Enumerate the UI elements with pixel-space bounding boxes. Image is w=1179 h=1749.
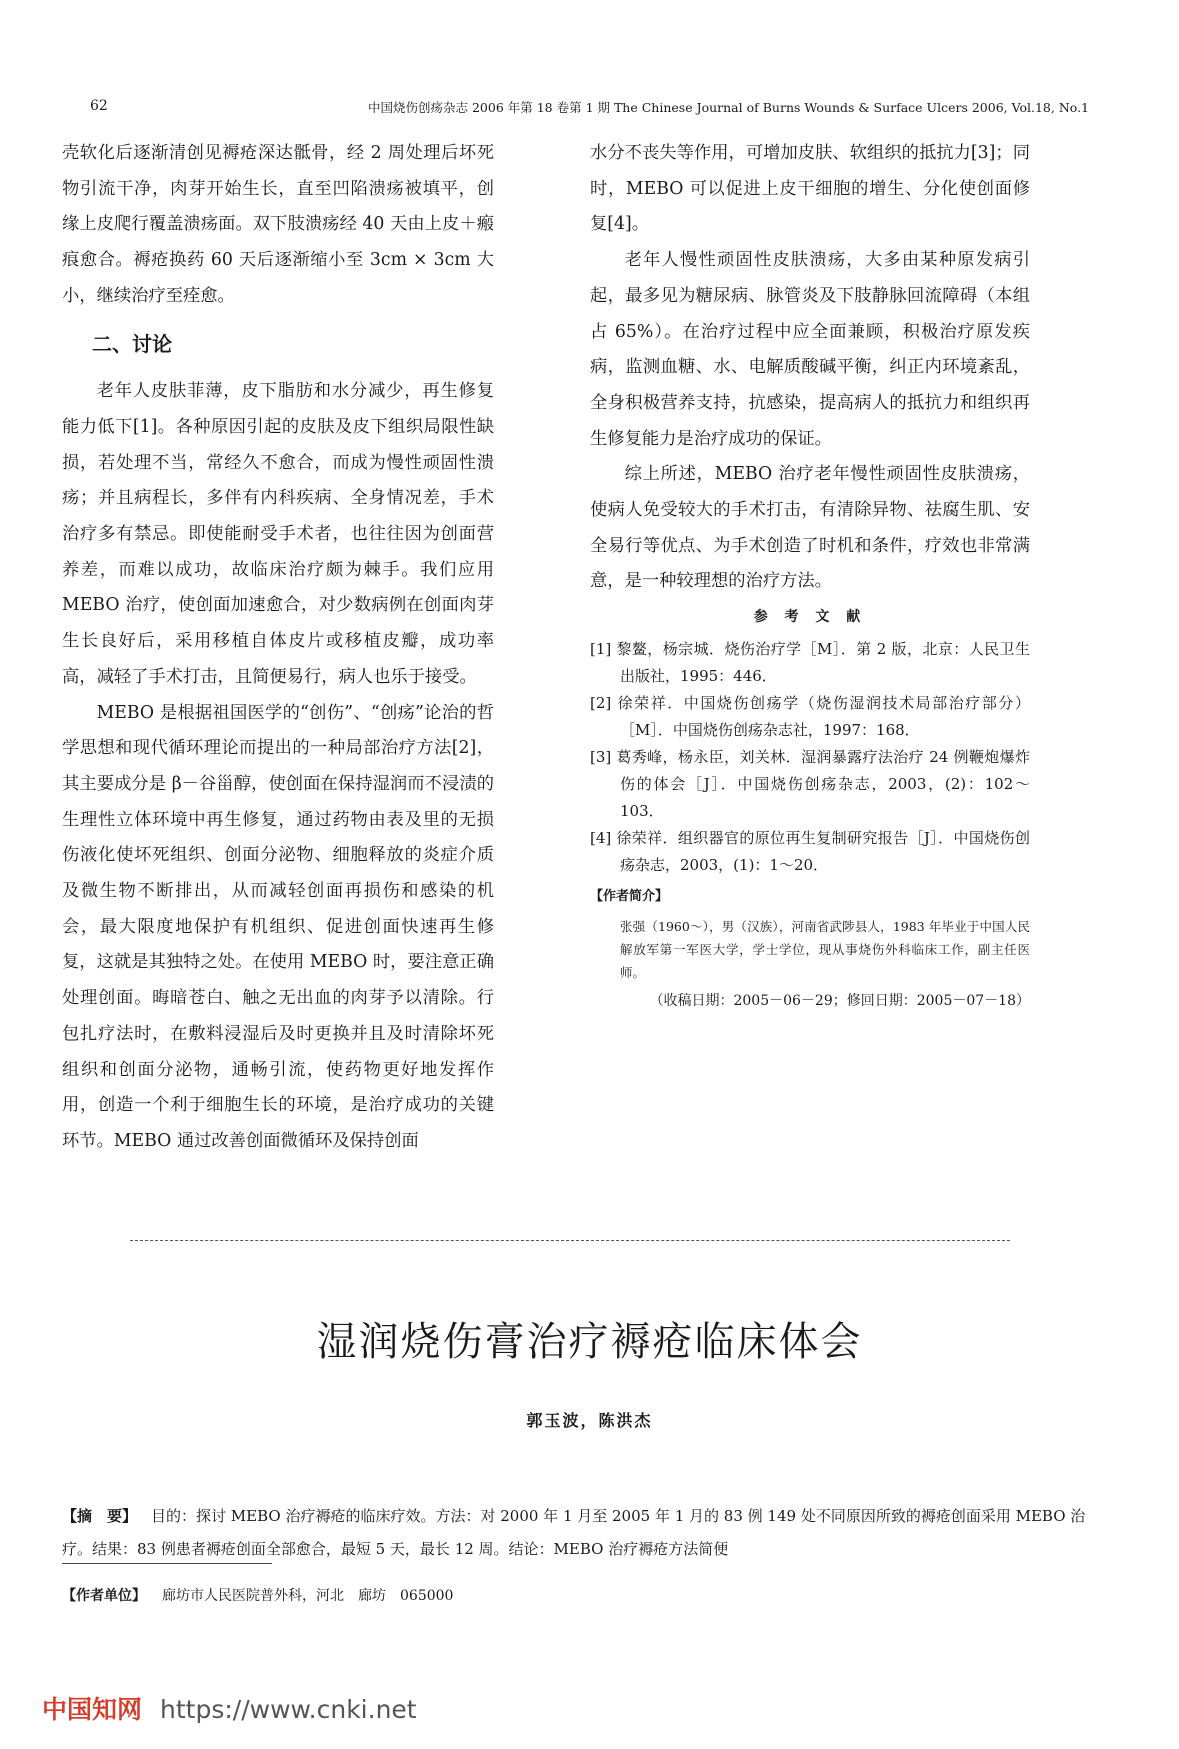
article-title: 湿润烧伤膏治疗褥疮临床体会 bbox=[316, 1319, 863, 1365]
affiliation-text: 廊坊市人民医院普外科，河北 廊坊 065000 bbox=[162, 1588, 454, 1604]
section-divider bbox=[130, 1240, 1010, 1241]
reference-item: [4] 徐荣祥．组织器官的原位再生复制研究报告［J］．中国烧伤创疡杂志，2003，(1)：1～20． bbox=[590, 828, 1030, 874]
watermark bbox=[42, 1690, 417, 1726]
reference-item: [1] 黎鳌，杨宗城．烧伤治疗学［M］．第 2 版，北京：人民卫生出版社，1995：446． bbox=[590, 639, 1030, 685]
reference-item: [3] 葛秀峰，杨永臣，刘关林．湿润暴露疗法治疗 24 例鞭炮爆炸伤的体会［J］．中国烧伤创疡杂志，2003，(2)：102～103． bbox=[590, 747, 1030, 820]
page-header bbox=[90, 98, 1089, 124]
author-intro: 张强（1960～），男（汉族），河南省武陟县人，1983 年毕业于中国人民解放军第一军医大学，学士学位，现从事烧伤外科临床工作，副主任医师。 bbox=[620, 918, 1030, 980]
body-paragraph: 老年人慢性顽固性皮肤溃疡，大多由某种原发病引起，最多见为糖尿病、脉管炎及下肢静脉回流障碍（本组占 65%）。在治疗过程中应全面兼顾，积极治疗原发疾病，监测血糖、水、电解质酸碱平衡，纠正内环境紊乱，全身积极营养支持，抗感染，提高病人的抵抗力和组织再生修复能力是治疗成功的保证。 bbox=[590, 250, 1030, 449]
author-intro-label: 【作者简介】 bbox=[590, 888, 669, 904]
abstract-text: 目的：探讨 MEBO 治疗褥疮的临床疗效。方法：对 2000 年 1 月至 2005 年 1 月的 83 例 149 处不同原因所致的褥疮创面采用 MEBO 治疗。结果：83 例患者褥疮创面全部愈合，最短 5 天，最长 12 周。结论：MEBO 治疗褥疮方法简便 bbox=[62, 1507, 1086, 1558]
body-paragraph: MEBO 是根据祖国医学的“创伤”、“创疡”论治的哲学思想和现代循环理论而提出的一种局部治疗方法[2]，其主要成分是 β－谷甾醇，使创面在保持湿润而不浸渍的生理性立体环境中再生修复，通过药物由表及里的无损伤液化使坏死组织、创面分泌物、细胞释放的炎症介质及微生物不断排出，从而减轻创面再损伤和感染的机会，最大限度地保护有机组织、促进创面快速再生修复，这就是其独特之处。在使用 MEBO 时，要注意正确处理创面。晦暗苍白、触之无出血的肉芽予以清除。行包扎疗法时，在敷料浸湿后及时更换并且及时清除坏死组织和创面分泌物，通畅引流，使药物更好地发挥作用，创造一个利于细胞生长的环境，是治疗成功的关键环节。MEBO 通过改善创面微循环及保持创面 bbox=[62, 702, 494, 1151]
reference-item: [2] 徐荣祥．中国烧伤创疡学（烧伤湿润技术局部治疗部分）［M］．中国烧伤创疡杂志社，1997：168． bbox=[590, 693, 1030, 739]
affiliation bbox=[62, 1585, 1092, 1605]
running-title: 中国烧伤创疡杂志 2006 年第 18 卷第 1 期 The Chinese Journal of Burns Wounds & Surface Ulcers 2006, Vol.18, No.1 bbox=[367, 100, 1089, 115]
section-heading: 二、讨论 bbox=[92, 331, 172, 356]
page-number: 62 bbox=[90, 98, 108, 114]
body-paragraph: 水分不丧失等作用，可增加皮肤、软组织的抵抗力[3]；同时，MEBO 可以促进上皮干细胞的增生、分化使创面修复[4]。 bbox=[590, 143, 1030, 235]
body-paragraph: 壳软化后逐渐清创见褥疮深达骶骨，经 2 周处理后坏死物引流干净，肉芽开始生长，直至凹陷溃疡被填平，创缘上皮爬行覆盖溃疡面。双下肢溃疡经 40 天由上皮＋瘢痕愈合。褥疮换药 60 天后逐渐缩小至 3cm × 3cm 大小，继续治疗至痊愈。 bbox=[62, 143, 494, 306]
left-column bbox=[62, 136, 494, 1160]
abstract-label: 【摘 要】 bbox=[62, 1507, 138, 1525]
body-paragraph: 综上所述，MEBO 治疗老年慢性顽固性皮肤溃疡，使病人免受较大的手术打击，有清除异物、祛腐生肌、安全易行等优点、为手术创造了时机和条件，疗效也非常满意，是一种较理想的治疗方法。 bbox=[590, 464, 1030, 592]
watermark-brand: 中国知网 bbox=[42, 1695, 143, 1724]
right-column bbox=[590, 136, 1030, 1019]
article-authors: 郭玉波，陈洪杰 bbox=[526, 1411, 653, 1430]
body-paragraph: 老年人皮肤菲薄，皮下脂肪和水分减少，再生修复能力低下[1]。各种原因引起的皮肤及皮下组织局限性缺损，若处理不当，常经久不愈合，而成为慢性顽固性溃疡；并且病程长，多伴有内科疾病、全身情况差，手术治疗多有禁忌。即使能耐受手术者，也往往因为创面营养差，而难以成功，故临床治疗颇为棘手。我们应用 MEBO 治疗，使创面加速愈合，对少数病例在创面肉芽生长良好后，采用移植自体皮片或移植皮瓣，成功率高，减轻了手术打击，且简便易行，病人也乐于接受。 bbox=[62, 381, 494, 687]
received-dates: （收稿日期：2005－06－29；修回日期：2005－07－18） bbox=[649, 992, 1030, 1009]
affiliation-label: 【作者单位】 bbox=[62, 1588, 146, 1604]
abstract bbox=[62, 1500, 1092, 1566]
references-title: 参 考 文 献 bbox=[753, 609, 867, 626]
footnote-divider bbox=[62, 1563, 272, 1564]
watermark-url: https://www.cnki.net bbox=[160, 1695, 417, 1724]
